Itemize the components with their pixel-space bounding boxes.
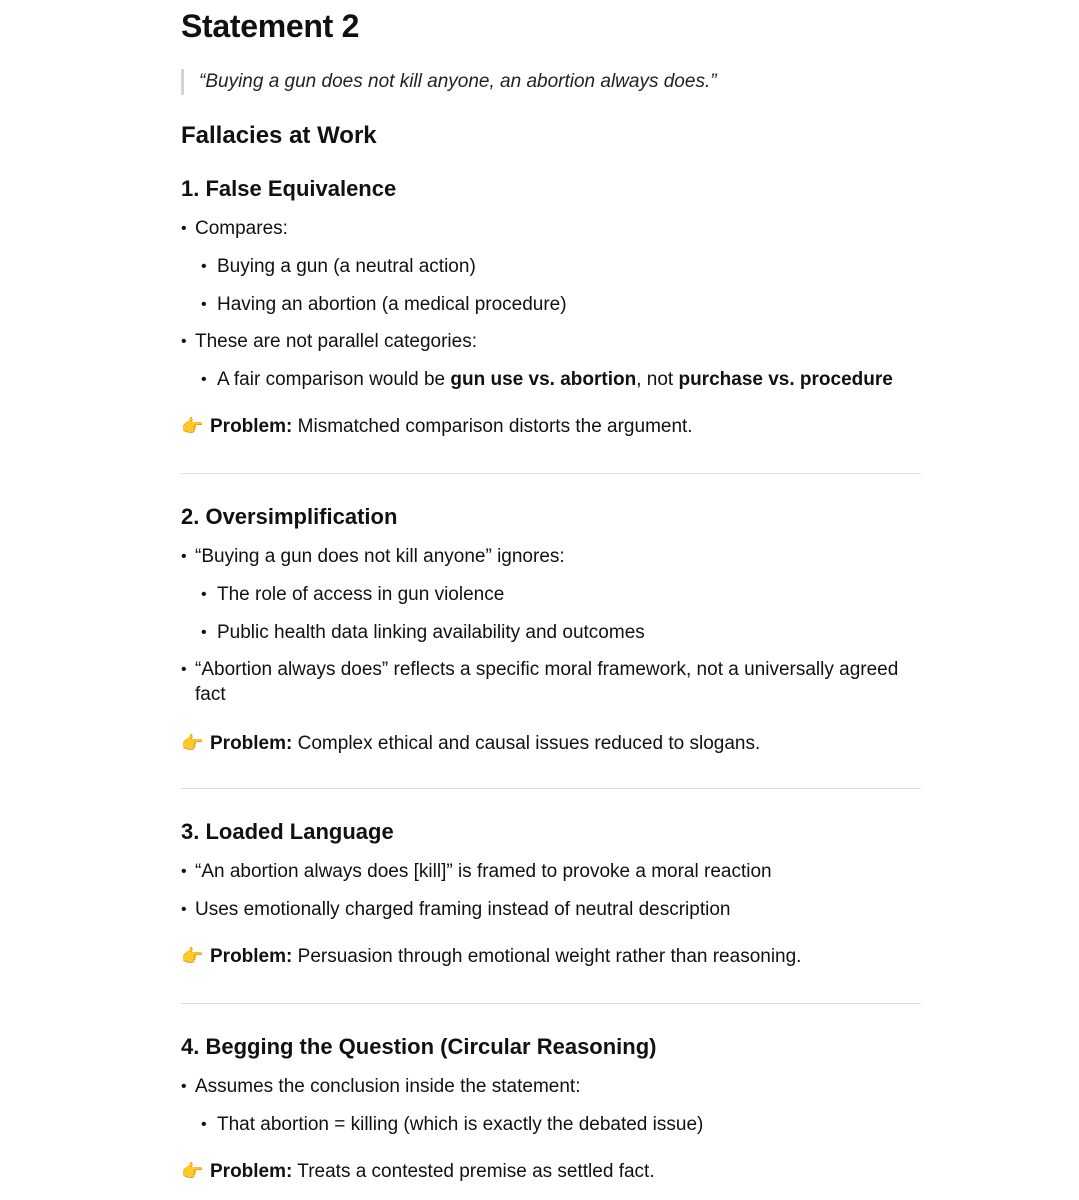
problem-text: Mismatched comparison distorts the argument. — [297, 416, 693, 437]
problem-line — [181, 1159, 921, 1185]
problem-label: Problem: — [210, 416, 293, 437]
problem-text: Complex ethical and causal issues reduced to slogans. — [297, 733, 761, 754]
bullet-item: • Assumes the conclusion inside the statement: — [181, 1076, 581, 1097]
bullet-item: • “An abortion always does [kill]” is framed to provoke a moral reaction — [181, 861, 772, 882]
sub-bullet-item: • Public health data linking availability and outcomes — [201, 622, 645, 643]
bold-text: purchase vs. procedure — [678, 369, 893, 390]
bullet-icon: • — [181, 863, 187, 880]
bullet-icon: • — [201, 624, 207, 641]
section-oversimplification — [181, 502, 921, 757]
bullet-item: • Uses emotionally charged framing instead of neutral description — [181, 899, 731, 920]
statement-quote: “Buying a gun does not kill anyone, an abortion always does.” — [181, 69, 717, 95]
problem-text: Persuasion through emotional weight rather than reasoning. — [297, 946, 802, 967]
sub-bullet-item: • Buying a gun (a neutral action) — [201, 256, 476, 277]
pointing-right-icon: 👉 — [181, 733, 204, 754]
bullet-icon: • — [201, 258, 207, 275]
fallacies-heading: Fallacies at Work — [181, 122, 377, 149]
bullet-item: • “Abortion always does” reflects a specific moral framework, not a universally agreed fact — [181, 659, 899, 705]
divider — [181, 788, 921, 789]
section-heading: 4. Begging the Question (Circular Reasoning) — [181, 1034, 657, 1059]
pointing-right-icon: 👉 — [181, 416, 204, 437]
bullet-item: • “Buying a gun does not kill anyone” ignores: — [181, 546, 565, 567]
bullet-item: • Compares: — [181, 218, 288, 239]
section-begging-the-question — [181, 1032, 921, 1185]
bold-text: gun use vs. abortion — [450, 369, 637, 390]
divider — [181, 1003, 921, 1004]
problem-label: Problem: — [210, 1161, 293, 1182]
pointing-right-icon: 👉 — [181, 1161, 204, 1182]
sub-bullet-item: • That abortion = killing (which is exactly the debated issue) — [201, 1114, 704, 1135]
pointing-right-icon: 👉 — [181, 946, 204, 967]
page-title: Statement 2 — [181, 8, 360, 44]
section-heading: 2. Oversimplification — [181, 504, 398, 529]
bullet-icon: • — [181, 901, 187, 918]
divider — [181, 473, 921, 474]
section-heading: 3. Loaded Language — [181, 819, 394, 844]
sub-bullet-item: • A fair comparison would be gun use vs. abortion, not purchase vs. procedure — [201, 369, 893, 390]
bullet-icon: • — [181, 548, 187, 565]
problem-label: Problem: — [210, 946, 293, 967]
problem-label: Problem: — [210, 733, 293, 754]
bullet-item: • These are not parallel categories: — [181, 331, 477, 352]
bullet-icon: • — [201, 586, 207, 603]
bullet-icon: • — [181, 333, 187, 350]
problem-text: Treats a contested premise as settled fact. — [297, 1161, 655, 1182]
section-heading: 1. False Equivalence — [181, 176, 397, 201]
bullet-icon: • — [201, 1116, 207, 1133]
section-false-equivalence — [181, 174, 921, 440]
problem-line — [181, 731, 921, 757]
bullet-icon: • — [201, 371, 207, 388]
problem-line — [181, 414, 921, 440]
bullet-icon: • — [181, 220, 187, 237]
sub-bullet-item: • The role of access in gun violence — [201, 584, 505, 605]
bullet-icon: • — [181, 1078, 187, 1095]
bullet-icon: • — [181, 661, 187, 678]
bullet-icon: • — [201, 296, 207, 313]
sub-bullet-item: • Having an abortion (a medical procedure) — [201, 294, 567, 315]
section-loaded-language — [181, 817, 921, 970]
problem-line — [181, 944, 921, 970]
